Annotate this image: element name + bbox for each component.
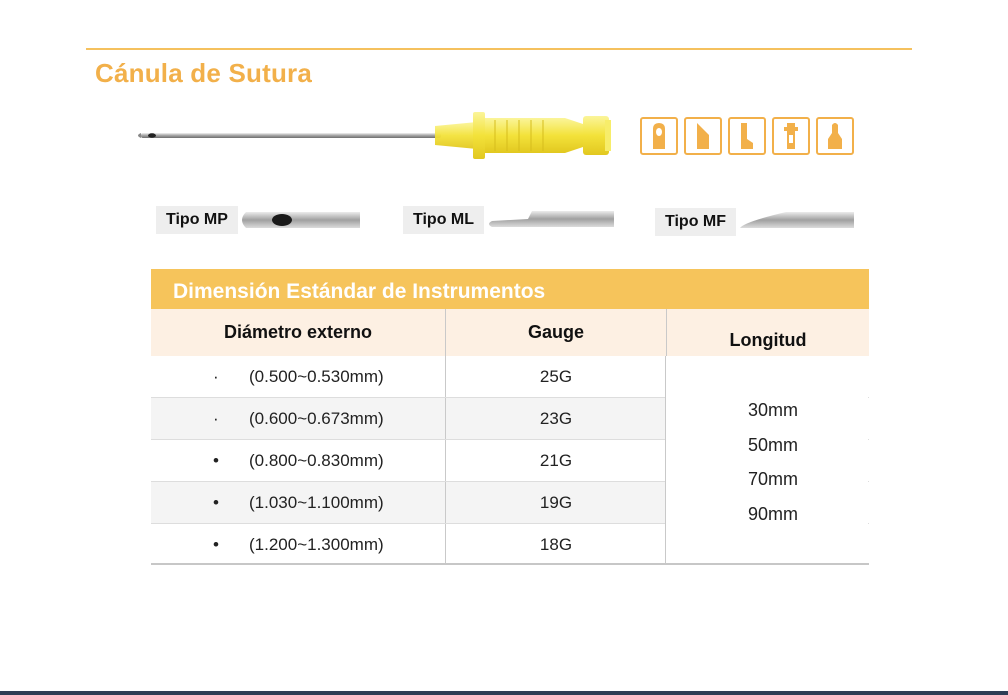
title-rule bbox=[86, 48, 912, 50]
length-value: 30mm bbox=[748, 400, 799, 420]
cannula-tip-shape-1-icon bbox=[640, 117, 678, 155]
column-header-gauge: Gauge bbox=[445, 309, 666, 356]
diameter-value: (1.200~1.300mm) bbox=[249, 534, 384, 554]
row-bullet: • bbox=[213, 492, 219, 512]
cannula-tip-shape-3-icon bbox=[728, 117, 766, 155]
footer-bar bbox=[0, 691, 1008, 695]
diameter-value: (0.800~0.830mm) bbox=[249, 450, 384, 470]
tip-shape-icons bbox=[640, 117, 854, 155]
column-header-length: Longitud bbox=[666, 309, 869, 356]
length-value: 90mm bbox=[748, 503, 799, 524]
tip-type-label: Tipo MP bbox=[156, 206, 238, 234]
table-bottom-rule bbox=[151, 563, 869, 565]
tip-type-mf bbox=[655, 208, 866, 236]
cannula-illustration bbox=[135, 108, 615, 173]
gauge-value: 19G bbox=[445, 482, 666, 523]
length-value: 70mm bbox=[748, 469, 799, 489]
row-bullet: • bbox=[213, 534, 219, 554]
cannula-tip-shape-2-icon bbox=[684, 117, 722, 155]
tip-type-ml bbox=[403, 206, 619, 234]
column-header-diameter: Diámetro externo bbox=[151, 309, 445, 356]
length-list bbox=[748, 393, 798, 531]
tip-type-label: Tipo MF bbox=[655, 208, 736, 236]
gauge-value: 25G bbox=[445, 356, 666, 397]
page-title: Cánula de Sutura bbox=[95, 58, 313, 88]
tip-mp-image bbox=[238, 206, 368, 234]
tip-type-label: Tipo ML bbox=[403, 206, 484, 234]
table-column-headers bbox=[151, 309, 869, 356]
row-bullet: • bbox=[213, 450, 219, 470]
tip-ml-image bbox=[484, 206, 619, 234]
diameter-value: (1.030~1.100mm) bbox=[249, 492, 384, 512]
gauge-value: 18G bbox=[445, 524, 666, 565]
length-value: 50mm bbox=[748, 434, 799, 455]
cannula-tip-shape-5-icon bbox=[816, 117, 854, 155]
row-bullet: · bbox=[213, 366, 219, 386]
diameter-value: (0.500~0.530mm) bbox=[249, 366, 384, 386]
gauge-value: 21G bbox=[445, 440, 666, 481]
tip-mf-image bbox=[736, 208, 866, 236]
table-title: Dimensión Estándar de Instrumentos bbox=[151, 269, 869, 309]
gauge-value: 23G bbox=[445, 398, 666, 439]
tip-type-mp bbox=[156, 206, 368, 234]
length-cell bbox=[665, 356, 868, 563]
diameter-value: (0.600~0.673mm) bbox=[249, 408, 384, 428]
cannula-tip-shape-4-icon bbox=[772, 117, 810, 155]
row-bullet: · bbox=[213, 408, 219, 428]
